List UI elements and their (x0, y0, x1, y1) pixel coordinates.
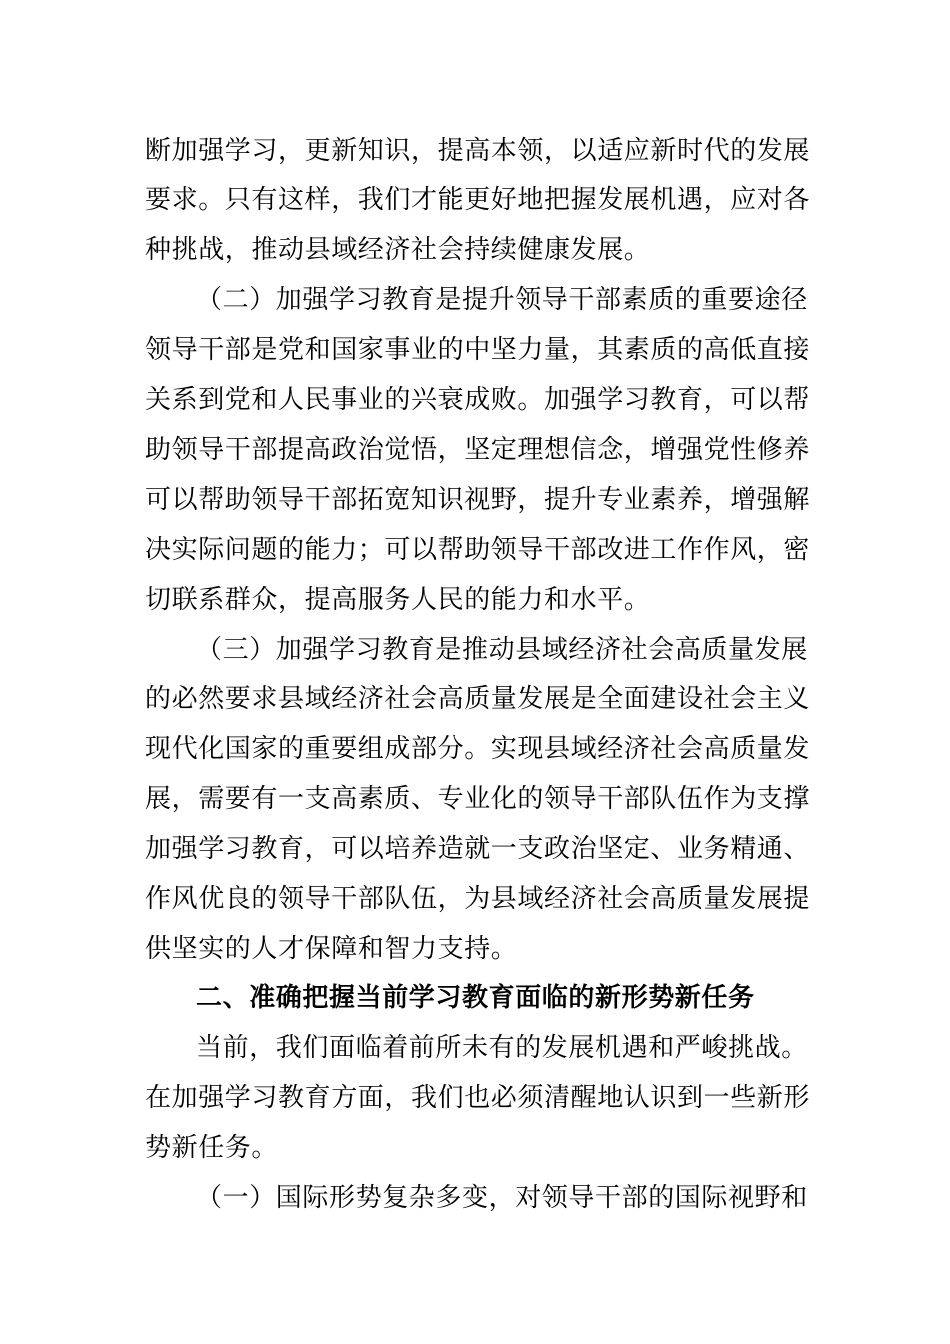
text-line: 切联系群众，提高服务人民的能力和水平。 (145, 585, 651, 615)
text-line: 展，需要有一支高素质、专业化的领导干部队伍作为支撑 (145, 784, 811, 814)
text-line: 加强学习教育，可以培养造就一支政治坚定、业务精通、 (145, 834, 811, 864)
text-line: 供坚实的人才保障和智力支持。 (145, 934, 518, 964)
text-line: 领导干部是党和国家事业的中坚力量，其素质的高低直接 (145, 335, 811, 365)
text-line: 关系到党和人民事业的兴衰成败。加强学习教育，可以帮 (145, 385, 811, 415)
text-line: 可以帮助领导干部拓宽知识视野，提升专业素养，增强解 (145, 485, 811, 515)
text-line: 种挑战，推动县域经济社会持续健康发展。 (145, 235, 651, 265)
text-line: 在加强学习教育方面，我们也必须清醒地认识到一些新形 (145, 1083, 811, 1113)
text-line: 现代化国家的重要组成部分。实现县域经济社会高质量发 (145, 734, 811, 764)
text-line: 决实际问题的能力；可以帮助领导干部改进工作作风，密 (145, 535, 811, 565)
text-line: 的必然要求县域经济社会高质量发展是全面建设社会主义 (145, 684, 811, 714)
text-line: 势新任务。 (145, 1133, 279, 1163)
text-line: 要求。只有这样，我们才能更好地把握发展机遇，应对各 (145, 185, 811, 215)
text-line: 助领导干部提高政治觉悟，坚定理想信念，增强党性修养 (145, 435, 811, 465)
subsection-heading: （一）国际形势复杂多变，对领导干部的国际视野和 (196, 1183, 808, 1213)
subsection-heading: （三）加强学习教育是推动县域经济社会高质量发展 (196, 635, 808, 665)
text-line: 当前，我们面临着前所未有的发展机遇和严峻挑战。 (196, 1033, 808, 1063)
section-heading: 二、准确把握当前学习教育面临的新形势新任务 (196, 983, 755, 1013)
text-line: 作风优良的领导干部队伍，为县域经济社会高质量发展提 (145, 884, 811, 914)
subsection-heading: （二）加强学习教育是提升领导干部素质的重要途径 (196, 285, 808, 315)
text-line: 断加强学习，更新知识，提高本领，以适应新时代的发展 (145, 136, 811, 166)
